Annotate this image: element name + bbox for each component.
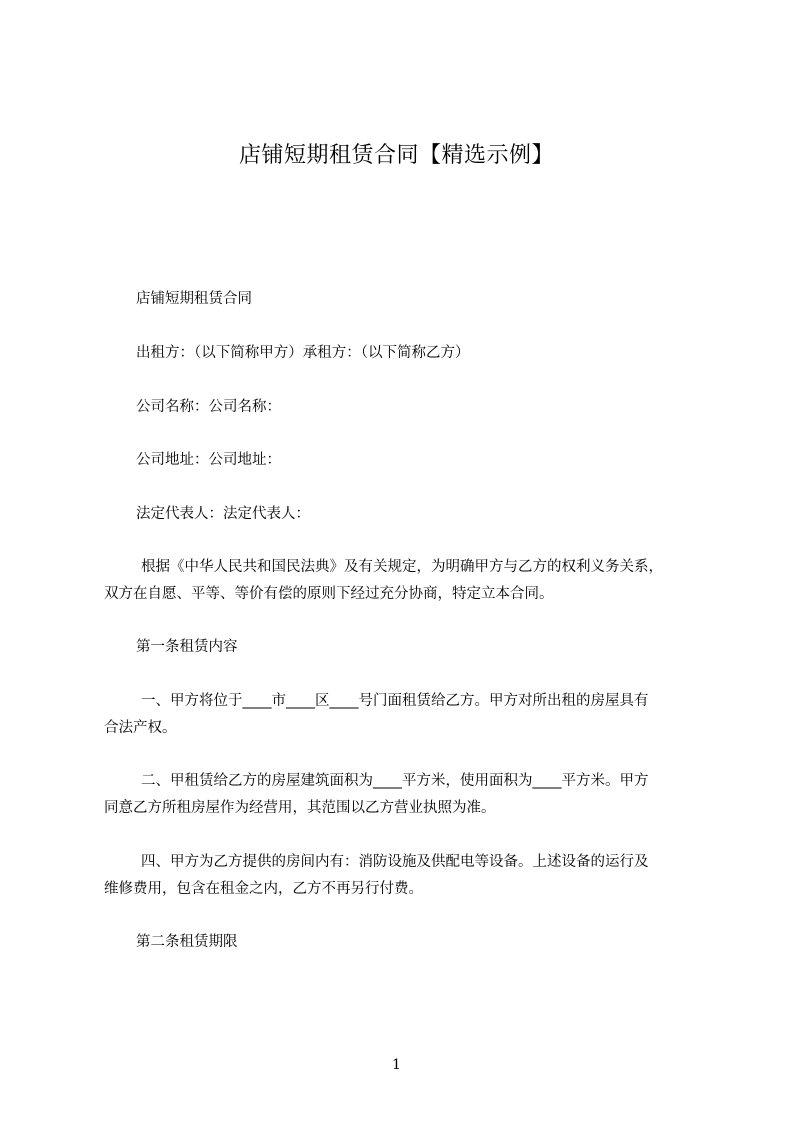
paragraph-text: 法定代表人：法定代表人： <box>136 506 310 522</box>
paragraph-contract-name <box>104 286 704 313</box>
paragraph-text-line: 根据《中华人民共和国民法典》及有关规定，为明确甲方与乙方的权利义务关系， <box>141 559 663 575</box>
clause-location <box>104 688 704 742</box>
paragraph-preamble <box>104 554 704 608</box>
paragraph-parties <box>104 340 704 367</box>
paragraph-text-line: 合法产权。 <box>104 720 177 736</box>
paragraph-legal-representative <box>104 501 704 528</box>
paragraph-text-line: 双方在自愿、平等、等价有偿的原则下经过充分协商，特定立本合同。 <box>104 586 554 602</box>
article-heading-1 <box>104 634 704 661</box>
paragraph-company-address <box>104 447 704 474</box>
paragraph-company-name <box>104 394 704 421</box>
document-title: 店铺短期租赁合同【精选示例】 <box>238 143 554 168</box>
page-number: 1 <box>392 1057 401 1073</box>
clause-area <box>104 768 704 822</box>
paragraph-text-line: 同意乙方所租房屋作为经营用，其范围以乙方营业执照为准。 <box>104 800 496 816</box>
paragraph-text-line: 维修费用，包含在租金之内，乙方不再另行付费。 <box>104 881 423 897</box>
paragraph-text: 第二条租赁期限 <box>136 934 238 950</box>
paragraph-text: 公司地址：公司地址： <box>136 452 281 468</box>
clause-facilities <box>104 849 704 903</box>
paragraph-text: 公司名称：公司名称： <box>136 399 281 415</box>
paragraph-text-line: 四、甲方为乙方提供的房间内有：消防设施及供配电等设备。上述设备的运行及 <box>141 854 649 870</box>
article-heading-2 <box>104 929 704 956</box>
paragraph-text-line: 一、甲方将位于____市____区____号门面租赁给乙方。甲方对所出租的房屋具有 <box>141 693 649 709</box>
paragraph-text-line: 二、甲租赁给乙方的房屋建筑面积为____平方米，使用面积为____平方米。甲方 <box>141 773 649 789</box>
paragraph-text: 店铺短期租赁合同 <box>136 291 252 307</box>
paragraph-text: 第一条租赁内容 <box>136 639 238 655</box>
paragraph-text: 出租方：（以下简称甲方）承租方：（以下简称乙方） <box>136 345 470 361</box>
